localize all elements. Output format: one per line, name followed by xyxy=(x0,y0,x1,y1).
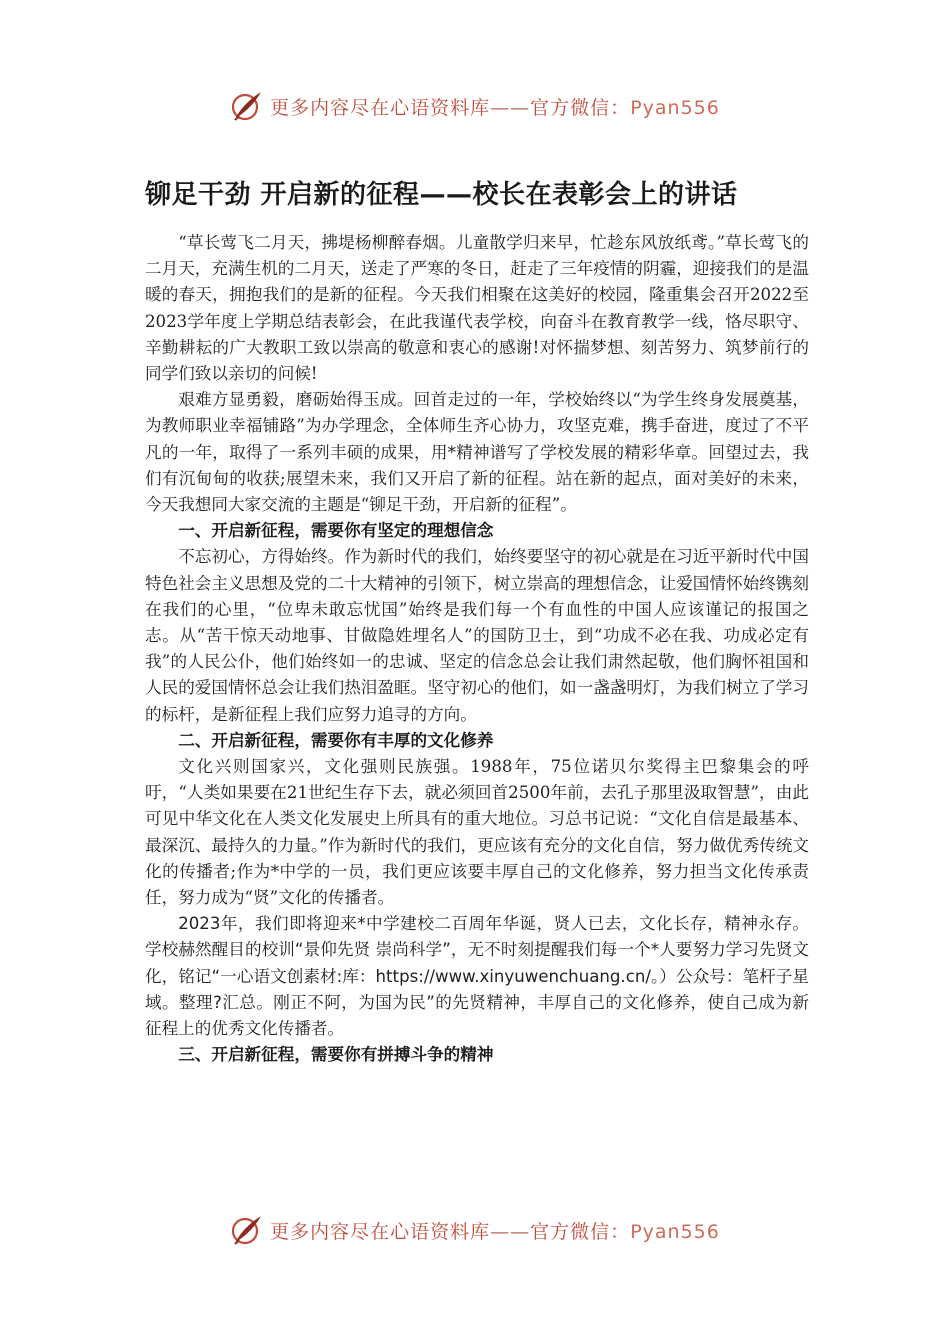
footer-banner xyxy=(0,1210,950,1250)
banner-main-text: 更多内容尽在心语资料库 xyxy=(270,96,491,119)
banner-text xyxy=(270,93,720,120)
section1-heading: 一、开启新征程，需要你有坚定的理想信念 xyxy=(178,521,494,541)
banner-wechat-label: 官方微信： xyxy=(530,96,631,119)
paragraph-intro: “草长莺飞二月天，拂堤杨柳醉春烟。儿童散学归来早，忙趁东风放纸鸢。”草长莺飞的二月天，充满生机的二月天，送走了严寒的冬日，赶走了三年疫情的阴霾，迎接我们的是温暖的春天，拥抱我们的是新的征程。今天我们相聚在这美好的校园，隆重集会召开2022至2023学年度上学期总结表彰会，在此我谨代表学校，向奋斗在教育教学一线，恪尽职守、辛勤耕耘的广大教职工致以崇高的敬意和衷心的感谢!对怀揣梦想、刻苦努力、筑梦前行的同学们致以亲切的问候! xyxy=(145,233,809,384)
banner-wechat-label: 官方微信： xyxy=(530,1220,631,1243)
document-body xyxy=(145,230,809,1069)
banner-separator: —— xyxy=(490,96,531,119)
section2-heading: 二、开启新征程，需要你有丰厚的文化修养 xyxy=(178,730,494,750)
banner-text xyxy=(270,1217,720,1244)
section2-text2: 2023年，我们即将迎来*中学建校二百周年华诞，贤人已去，文化长存，精神永存。学校赫然醒目的校训“景仰先贤 崇尚科学”，无不时刻提醒我们每一个*人要努力学习先贤文化，铭记“一心语文创素材:库：https://www.xinyuwenchuang.cn/。）公众号：笔杆子星域。整理?汇总。刚正不阿，为国为民”的先贤精神，丰厚自己的文化修养，使自己成为新征程上的优秀文化传播者。 xyxy=(145,914,809,1039)
paragraph-review: 艰难方显勇毅，磨砺始得玉成。回首走过的一年，学校始终以“为学生终身发展奠基，为教师职业幸福铺路”为办学理念，全体师生齐心协力，攻坚克难，携手奋进，度过了不平凡的一年，取得了一系列丰硕的成果，用*精神谱写了学校发展的精彩华章。回望过去，我们有沉甸甸的收获;展望未来，我们又开启了新的征程。站在新的起点，面对美好的未来，今天我想同大家交流的主题是“铆足干劲，开启新的征程”。 xyxy=(145,390,809,515)
section3-heading: 三、开启新征程，需要你有拼搏斗争的精神 xyxy=(178,1045,494,1065)
banner-separator: —— xyxy=(490,1220,531,1243)
document-title: 铆足干劲 开启新的征程——校长在表彰会上的讲话 xyxy=(145,180,738,210)
banner-main-text: 更多内容尽在心语资料库 xyxy=(270,1220,491,1243)
banner-wechat-id: Pyan556 xyxy=(630,1220,720,1243)
banner-wechat-id: Pyan556 xyxy=(630,96,720,119)
quill-logo-icon xyxy=(230,89,264,123)
section2-text: 文化兴则国家兴，文化强则民族强。1988年，75位诺贝尔奖得主巴黎集会的呼吁，“人类如果要在21世纪生存下去，就必须回首2500年前，去孔子那里汲取智慧”，由此可见中华文化在人类文化发展史上所具有的重大地位。习总书记说：“文化自信是最基本、最深沉、最持久的力量。”作为新时代的我们，更应该有充分的文化自信，努力做优秀传统文化的传播者;作为*中学的一员，我们更应该要丰厚自己的文化修养，努力担当文化传承责任，努力成为“贤”文化的传播者。 xyxy=(145,757,809,908)
section1-text: 不忘初心，方得始终。作为新时代的我们，始终要坚守的初心就是在习近平新时代中国特色社会主义思想及党的二十大精神的引领下，树立崇高的理想信念，让爱国情怀始终镌刻在我们的心里，“位卑未敢忘忧国”始终是我们每一个有血性的中国人应该谨记的报国之志。从“苦干惊天动地事、甘做隐姓埋名人”的国防卫士，到“功成不必在我、功成必定有我”的人民公仆，他们始终如一的忠诚、坚定的信念总会让我们肃然起敬，他们胸怀祖国和人民的爱国情怀总会让我们热泪盈眶。坚守初心的他们，如一盏盏明灯，为我们树立了学习的标杆，是新征程上我们应努力追寻的方向。 xyxy=(145,547,809,724)
quill-logo-icon xyxy=(230,1213,264,1247)
header-banner xyxy=(0,86,950,126)
